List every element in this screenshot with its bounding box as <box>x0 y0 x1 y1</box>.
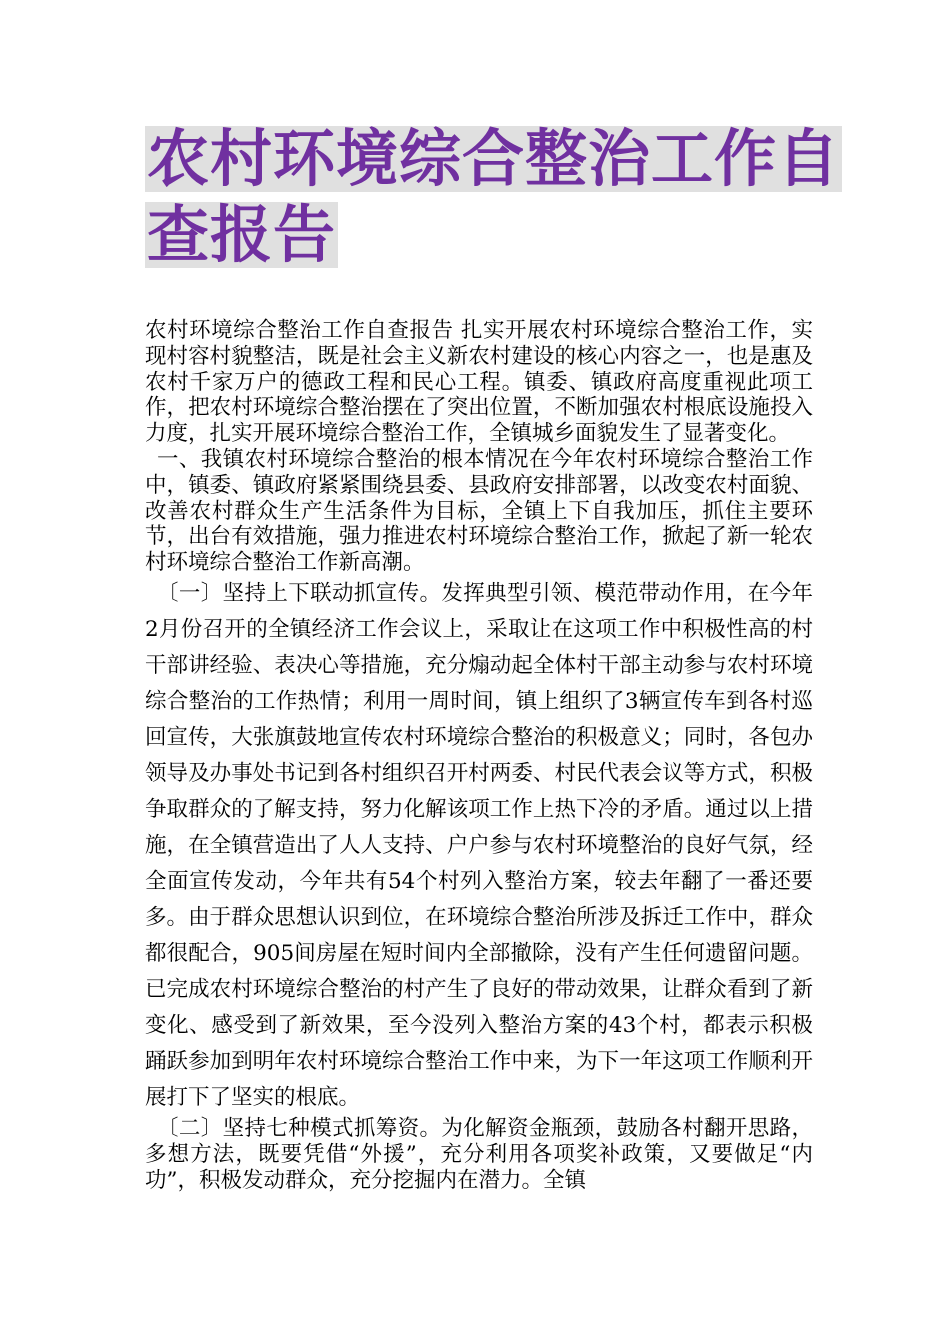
paragraph-subsection-2: 〔二〕坚持七种模式抓筹资。为化解资金瓶颈，鼓励各村翻开思路，多想方法，既要凭借“外援”，充分利用各项奖补政策，又要做足“内功”，积极发动群众，充分挖掘内在潜力。全镇 <box>145 1115 813 1193</box>
title-line-2: 查报告 <box>147 198 337 271</box>
paragraph-section-1: 一、我镇农村环境综合整治的根本情况在今年农村环境综合整治工作中，镇委、镇政府紧紧围绕县委、县政府安排部署，以改变农村面貌、改善农村群众生产生活条件为目标，全镇上下自我加压，抓住主要环节，出台有效措施，强力推进农村环境综合整治工作，掀起了新一轮农村环境综合整治工作新高潮。 <box>145 446 813 576</box>
document-title <box>145 122 841 271</box>
paragraph-subsection-1: 〔一〕坚持上下联动抓宣传。发挥典型引领、模范带动作用，在今年2月份召开的全镇经济工作会议上，采取让在这项工作中积极性高的村干部讲经验、表决心等措施，充分煽动起全体村干部主动参与农村环境综合整治的工作热情；利用一周时间，镇上组织了3辆宣传车到各村巡回宣传，大张旗鼓地宣传农村环境综合整治的积极意义；同时，各包办领导及办事处书记到各村组织召开村两委、村民代表会议等方式，积极争取群众的了解支持，努力化解该项工作上热下冷的矛盾。通过以上措施，在全镇营造出了人人支持、户户参与农村环境整治的良好气氛，经全面宣传发动，今年共有54个村列入整治方案，较去年翻了一番还要多。由于群众思想认识到位，在环境综合整治所涉及拆迁工作中，群众都很配合，905间房屋在短时间内全部撤除，没有产生任何遗留问题。已完成农村环境综合整治的村产生了良好的带动效果，让群众看到了新变化、感受到了新效果，至今没列入整治方案的43个村，都表示积极踊跃参加到明年农村环境综合整治工作中来，为下一年这项工作顺利开展打下了坚实的根底。 <box>145 580 813 1110</box>
paragraph-intro: 农村环境综合整治工作自查报告 扎实开展农村环境综合整治工作，实现村容村貌整洁，既是社会主义新农村建设的核心内容之一，也是惠及农村千家万户的德政工程和民心工程。镇委、镇政府高度重视此项工作，把农村环境综合整治摆在了突出位置，不断加强农村根底设施投入力度，扎实开展环境综合整治工作，全镇城乡面貌发生了显著变化。 <box>145 318 813 447</box>
title-line-1: 农村环境综合整治工作自 <box>147 122 841 195</box>
document-body <box>145 318 813 1193</box>
